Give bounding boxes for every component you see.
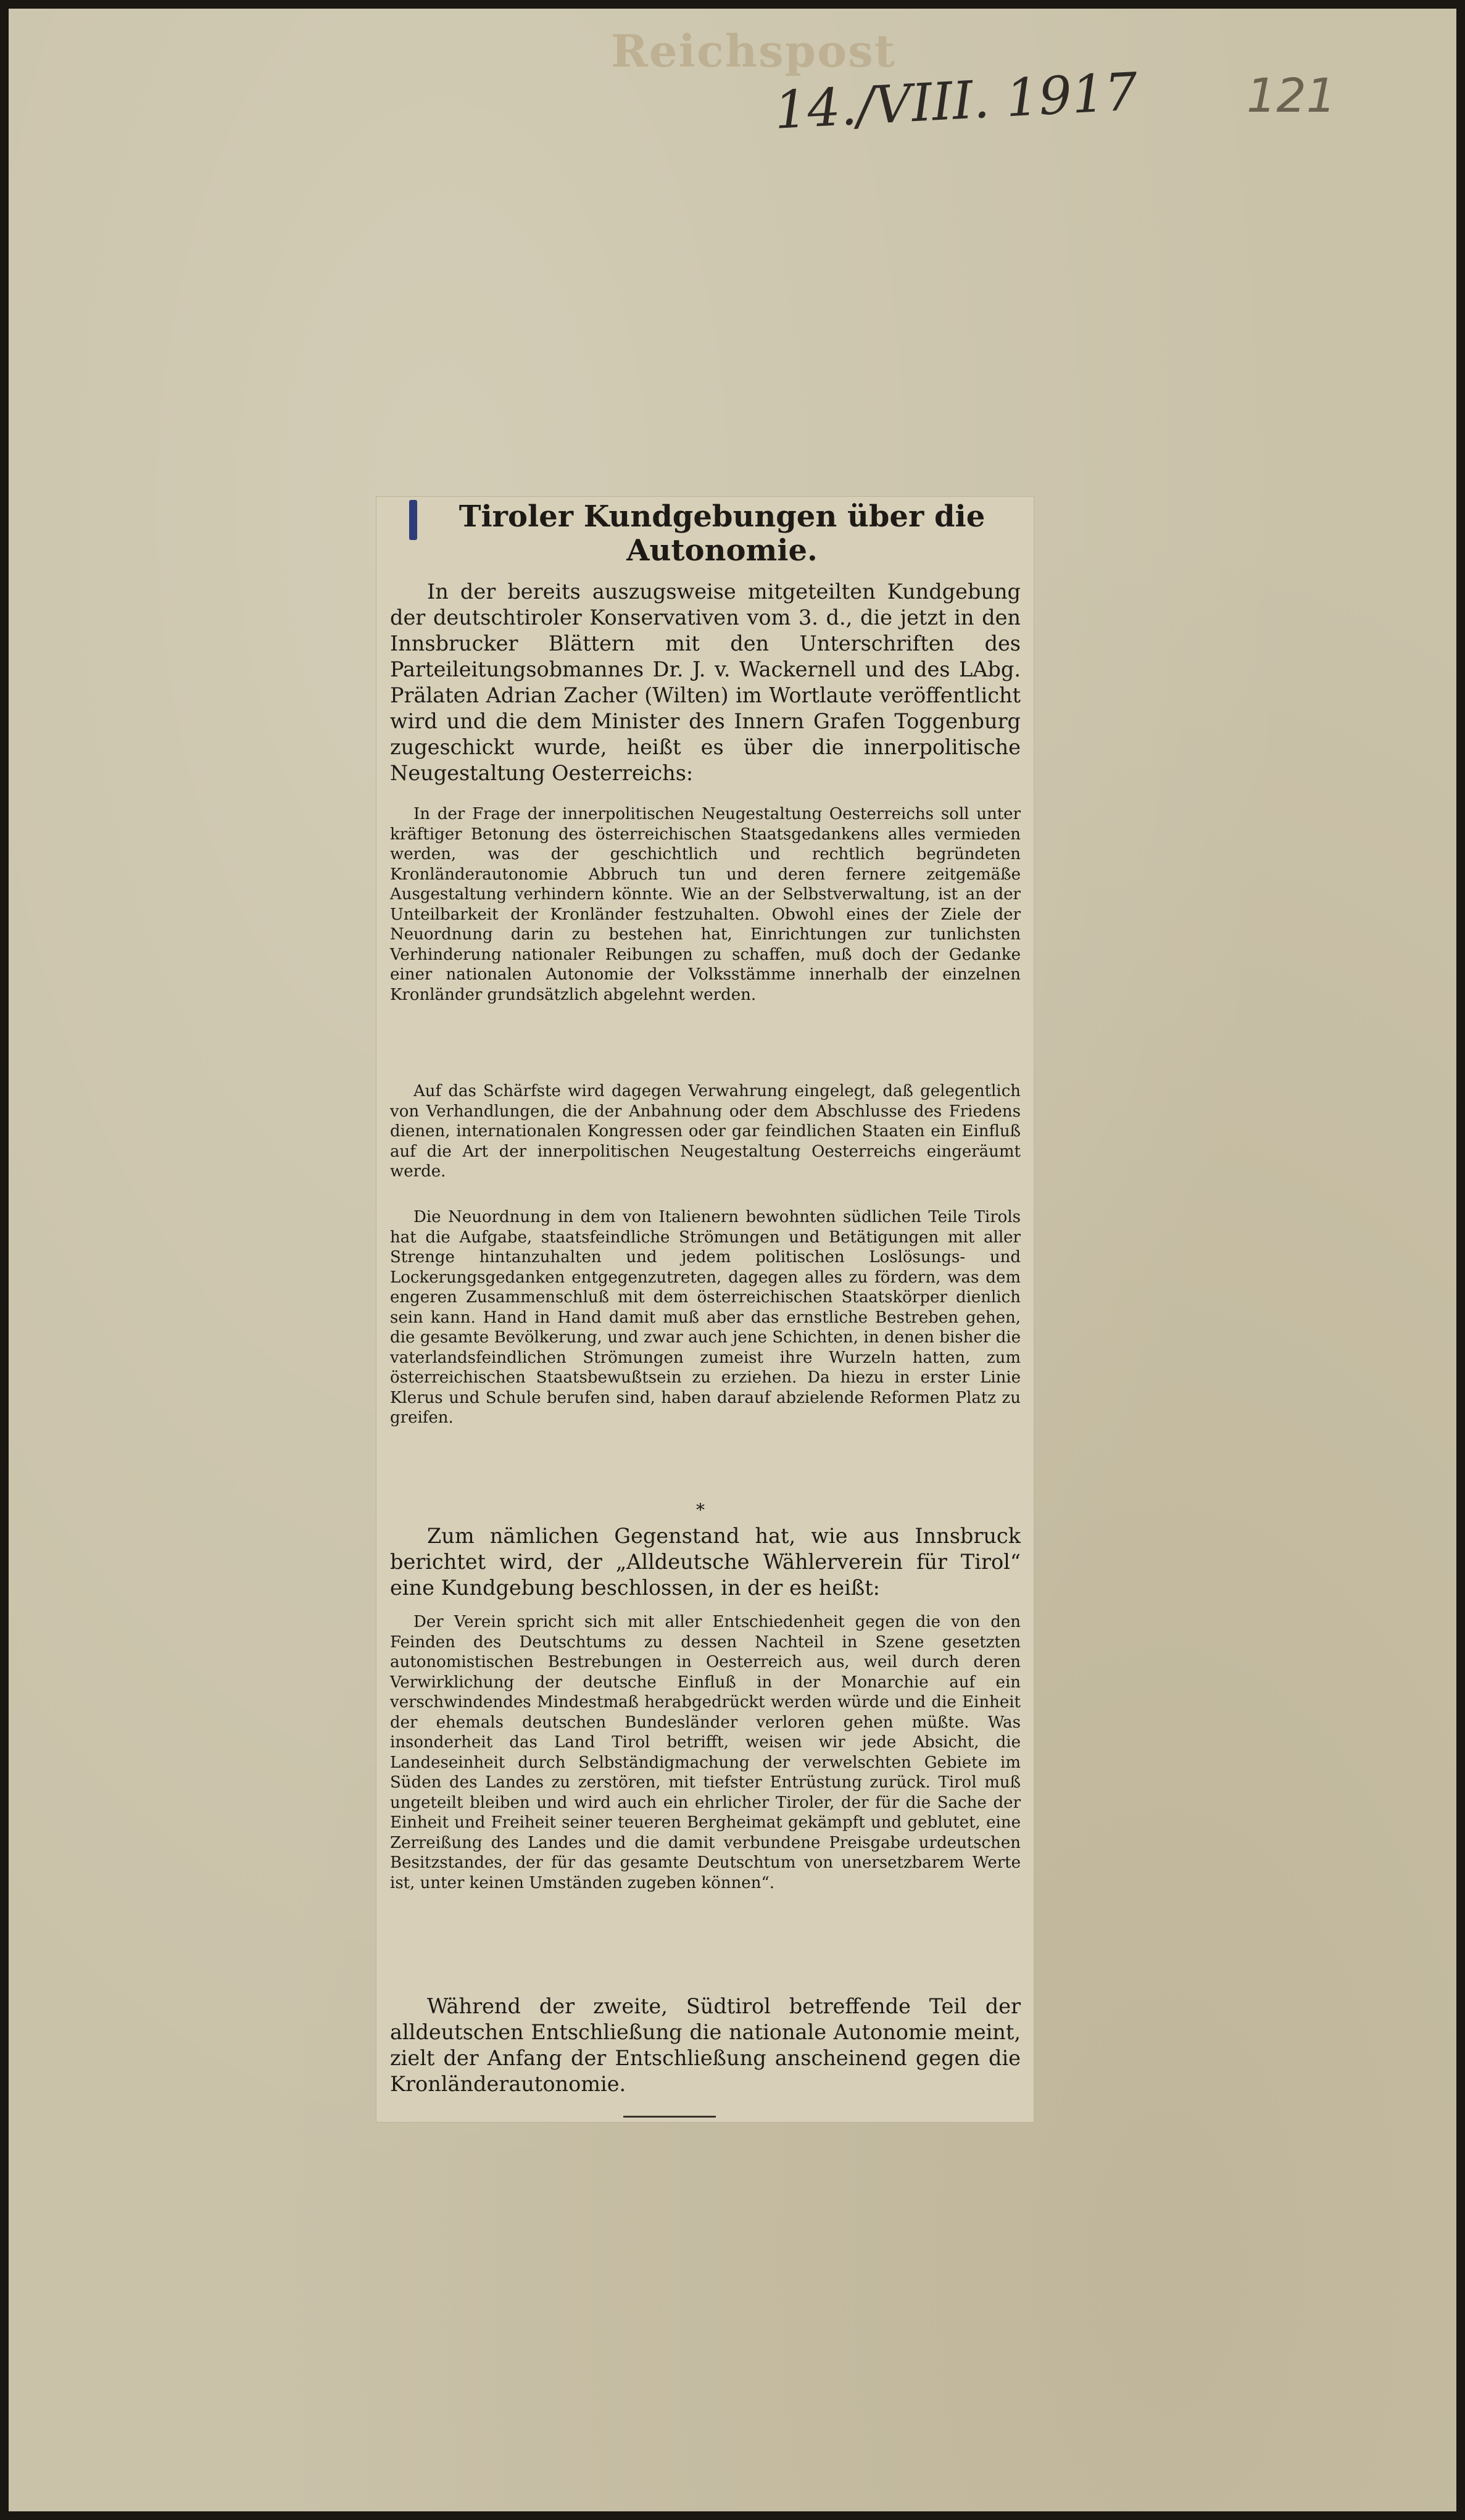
article-intro: In der bereits auszugsweise mitgeteilten Kundgebung der deutschtiroler Konservativen vom 3. d., die jetzt in den Innsbrucker Blättern mit den Unterschriften des Parteileitungsobmannes Dr. J. v. Wackernell und des LAbg. Prälaten Adrian Zacher (Wilten) im Wortlaute veröffentlicht wird und die dem Minister des Innern Grafen Toggenburg zugeschickt wurde, heißt es über die innerpolitische Neugestaltung Oesterreichs:: [390, 580, 1021, 785]
section-separator: *: [696, 1500, 705, 1520]
handwritten-folio-number: 121: [1247, 68, 1337, 123]
second-intro-block: [390, 1523, 1021, 1610]
quote-block-2: [390, 1081, 1021, 1205]
quote-block-3: [390, 1207, 1021, 1497]
closing-block: [390, 1994, 1021, 2105]
article-headline: Tiroler Kundgebungen über die Autonomie.: [459, 499, 986, 568]
quote-paragraph-3: Die Neuordnung in dem von Italienern bewohnten südlichen Teile Tirols hat die Aufgabe, staatsfeindliche Strömungen und Betätigungen mit aller Strenge hintanzuhalten und jedem politischen Loslösungs- und Lockerungsgedanken entgegenzutreten, dagegen alles zu fördern, was dem engeren Zusammenschluß mit dem österreichischen Staatskörper dienlich sein kann. Hand in Hand damit muß aber das ernstliche Bestreben gehen, die gesamte Bevölkerung, und zwar auch jene Schichten, in denen bisher die vaterlandsfeindlichen Strömungen zumeist ihre Wurzeln hatten, zum österreichischen Staatsbewußtsein zu erziehen. Da hiezu in erster Linie Klerus und Schule berufen sind, haben darauf abzielende Reformen Platz zu greifen.: [390, 1208, 1021, 1427]
quote-paragraph-4: Der Verein spricht sich mit aller Entschiedenheit gegen die von den Feinden des Deutschtums zu dessen Nachteil in Szene gesetzten autonomistischen Bestrebungen in Oesterreich aus, weil durch deren Verwirklichung der deutsche Einfluß in der Monarchie auf ein verschwindendes Mindestmaß herabgedrückt werden würde und die Einheit der ehemals deutschen Bundesländer verloren gehen müßte. Was insonderheit das Land Tirol betrifft, weisen wir jede Absicht, die Landeseinheit durch Selbständigmachung der verwelschten Gebiete im Süden des Landes zu zerstören, mit tiefster Entrüstung zurück. Tirol muß ungeteilt bleiben und wird auch ein ehrlicher Tiroler, der für die Sache der Einheit und Freiheit seiner teueren Bergheimat gekämpft und geblutet, eine Zerreißung des Landes und die damit verbundene Preisgabe urdeutschen Besitzstandes, der für das gesamte Deutschtum von unersetzbarem Werte ist, unter keinen Umständen zugeben können“.: [390, 1613, 1021, 1892]
quote-block-1: [390, 804, 1021, 1079]
closing-paragraph: Während der zweite, Südtirol betreffende Teil der alldeutschen Entschließung die nationale Autonomie meint, zielt der Anfang der Entschließung anscheinend gegen die Kronländerautonomie.: [390, 1994, 1021, 2096]
article-intro-block: [390, 579, 1021, 798]
quote-paragraph-1: In der Frage der innerpolitischen Neugestaltung Oesterreichs soll unter kräftiger Betonung des österreichischen Staatsgedankens alles vermieden werden, was der geschichtlich und rechtlich begründeten Kronländerautonomie Abbruch tun und deren fernere zeitgemäße Ausgestaltung verhindern könnte. Wie an der Selbstverwaltung, ist an der Unteilbarkeit der Kronländer festzuhalten. Obwohl eines der Ziele der Neuordnung darin zu bestehen hat, Einrichtungen zur tunlichsten Verhinderung nationaler Reibungen zu schaffen, muß doch der Gedanke einer nationalen Autonomie der Volksstämme innerhalb der einzelnen Kronländer grundsätzlich abgelehnt werden.: [390, 805, 1021, 1004]
newspaper-stamp: Reichspost: [611, 25, 896, 77]
blue-pencil-mark: [409, 500, 417, 540]
handwritten-date: 14./VIII. 1917: [773, 61, 1139, 141]
second-intro: Zum nämlichen Gegenstand hat, wie aus Innsbruck berichtet wird, der „Alldeutsche Wählerverein für Tirol“ eine Kundgebung beschlossen, in der es heißt:: [390, 1524, 1021, 1600]
quote-block-4: [390, 1612, 1021, 1990]
end-rule: [623, 2116, 716, 2118]
quote-paragraph-2: Auf das Schärfste wird dagegen Verwahrung eingelegt, daß gelegentlich von Verhandlungen, die der Anbahnung oder dem Abschlusse des Friedens dienen, internationalen Kongressen oder gar feindlichen Staaten ein Einfluß auf die Art der innerpolitischen Neugestaltung Oesterreichs eingeräumt werde.: [390, 1082, 1021, 1181]
